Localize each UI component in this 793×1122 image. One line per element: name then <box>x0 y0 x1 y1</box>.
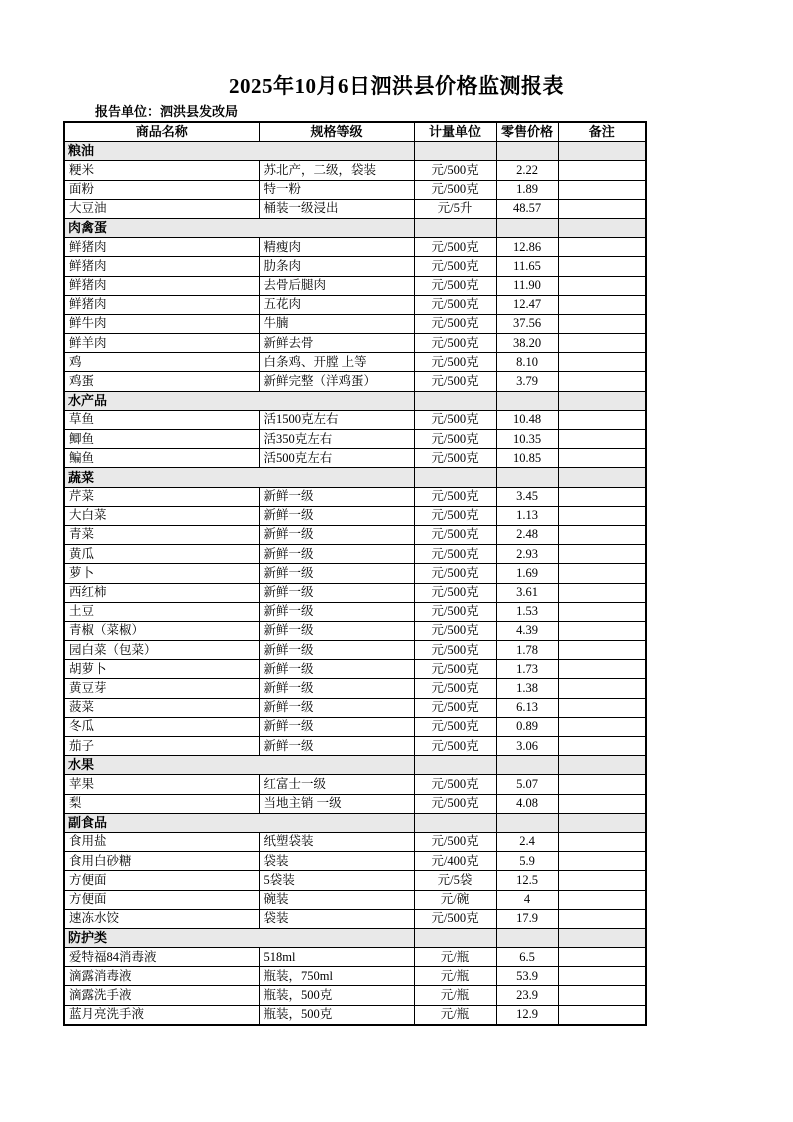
product-name-cell: 鲜牛肉 <box>64 314 259 333</box>
remarks-cell <box>558 372 646 391</box>
table-row <box>64 948 646 967</box>
spec-grade-cell: 活500克左右 <box>259 449 414 468</box>
table-row <box>64 890 646 909</box>
product-name-cell: 鲜猪肉 <box>64 238 259 257</box>
section-empty-cell <box>558 756 646 775</box>
unit-cell: 元/500克 <box>414 161 496 180</box>
unit-cell: 元/碗 <box>414 890 496 909</box>
remarks-cell <box>558 449 646 468</box>
remarks-cell <box>558 506 646 525</box>
section-empty-cell <box>496 142 558 161</box>
remarks-cell <box>558 334 646 353</box>
spec-grade-cell: 纸塑袋装 <box>259 832 414 851</box>
retail-price-cell: 17.9 <box>496 909 558 928</box>
table-row <box>64 737 646 756</box>
table-row <box>64 449 646 468</box>
remarks-cell <box>558 871 646 890</box>
table-row <box>64 199 646 218</box>
product-name-cell: 食用盐 <box>64 832 259 851</box>
spec-grade-cell: 新鲜一级 <box>259 621 414 640</box>
spec-grade-cell: 新鲜一级 <box>259 660 414 679</box>
section-empty-cell <box>496 468 558 487</box>
section-row <box>64 813 646 832</box>
section-empty-cell <box>414 756 496 775</box>
product-name-cell: 鸡 <box>64 353 259 372</box>
table-row <box>64 583 646 602</box>
page-title: 2025年10月6日泗洪县价格监测报表 <box>229 74 564 98</box>
section-empty-cell <box>496 391 558 410</box>
retail-price-cell: 1.89 <box>496 180 558 199</box>
remarks-cell <box>558 257 646 276</box>
section-empty-cell <box>558 391 646 410</box>
section-label: 水果 <box>64 756 414 775</box>
section-row <box>64 756 646 775</box>
column-header-retail-price: 零售价格 <box>496 122 558 142</box>
table-row <box>64 775 646 794</box>
table-row <box>64 180 646 199</box>
product-name-cell: 草鱼 <box>64 410 259 429</box>
spec-grade-cell: 白条鸡、开膛 上等 <box>259 353 414 372</box>
remarks-cell <box>558 564 646 583</box>
column-header-product-name: 商品名称 <box>64 122 259 142</box>
retail-price-cell: 12.47 <box>496 295 558 314</box>
spec-grade-cell: 瓶装，750ml <box>259 967 414 986</box>
section-empty-cell <box>496 218 558 237</box>
product-name-cell: 鲫鱼 <box>64 430 259 449</box>
price-monitoring-table <box>63 121 647 1026</box>
unit-cell: 元/瓶 <box>414 948 496 967</box>
unit-cell: 元/500克 <box>414 698 496 717</box>
table-row <box>64 621 646 640</box>
product-name-cell: 速冻水饺 <box>64 909 259 928</box>
spec-grade-cell: 苏北产，二级，袋装 <box>259 161 414 180</box>
remarks-cell <box>558 161 646 180</box>
remarks-cell <box>558 909 646 928</box>
table-row <box>64 276 646 295</box>
table-row <box>64 353 646 372</box>
remarks-cell <box>558 641 646 660</box>
section-row <box>64 928 646 947</box>
product-name-cell: 鸡蛋 <box>64 372 259 391</box>
spec-grade-cell: 五花肉 <box>259 295 414 314</box>
product-name-cell: 鲜猪肉 <box>64 295 259 314</box>
retail-price-cell: 12.9 <box>496 1005 558 1025</box>
section-empty-cell <box>414 468 496 487</box>
unit-cell: 元/500克 <box>414 506 496 525</box>
product-name-cell: 鲜猪肉 <box>64 276 259 295</box>
retail-price-cell: 2.4 <box>496 832 558 851</box>
unit-cell: 元/500克 <box>414 410 496 429</box>
retail-price-cell: 4 <box>496 890 558 909</box>
spec-grade-cell: 新鲜完整（洋鸡蛋） <box>259 372 414 391</box>
remarks-cell <box>558 180 646 199</box>
retail-price-cell: 48.57 <box>496 199 558 218</box>
section-row <box>64 468 646 487</box>
spec-grade-cell: 新鲜一级 <box>259 698 414 717</box>
remarks-cell <box>558 737 646 756</box>
product-name-cell: 鲜羊肉 <box>64 334 259 353</box>
retail-price-cell: 53.9 <box>496 967 558 986</box>
product-name-cell: 梨 <box>64 794 259 813</box>
unit-cell: 元/500克 <box>414 909 496 928</box>
remarks-cell <box>558 525 646 544</box>
unit-cell: 元/瓶 <box>414 986 496 1005</box>
unit-cell: 元/瓶 <box>414 1005 496 1025</box>
retail-price-cell: 2.48 <box>496 525 558 544</box>
remarks-cell <box>558 238 646 257</box>
unit-cell: 元/500克 <box>414 295 496 314</box>
unit-cell: 元/500克 <box>414 564 496 583</box>
unit-cell: 元/500克 <box>414 583 496 602</box>
section-empty-cell <box>414 218 496 237</box>
section-label: 防护类 <box>64 928 414 947</box>
unit-cell: 元/5升 <box>414 199 496 218</box>
product-name-cell: 面粉 <box>64 180 259 199</box>
table-row <box>64 295 646 314</box>
remarks-cell <box>558 986 646 1005</box>
column-header-spec-grade: 规格等级 <box>259 122 414 142</box>
section-empty-cell <box>414 142 496 161</box>
table-row <box>64 161 646 180</box>
product-name-cell: 爱特福84消毒液 <box>64 948 259 967</box>
table-row <box>64 660 646 679</box>
spec-grade-cell: 活1500克左右 <box>259 410 414 429</box>
product-name-cell: 食用白砂糖 <box>64 852 259 871</box>
retail-price-cell: 12.86 <box>496 238 558 257</box>
spec-grade-cell: 新鲜一级 <box>259 506 414 525</box>
retail-price-cell: 10.48 <box>496 410 558 429</box>
table-row <box>64 641 646 660</box>
spec-grade-cell: 精瘦肉 <box>259 238 414 257</box>
retail-price-cell: 1.69 <box>496 564 558 583</box>
table-row <box>64 525 646 544</box>
retail-price-cell: 5.9 <box>496 852 558 871</box>
unit-cell: 元/500克 <box>414 372 496 391</box>
retail-price-cell: 37.56 <box>496 314 558 333</box>
product-name-cell: 青椒（菜椒） <box>64 621 259 640</box>
table-header-row <box>64 122 646 142</box>
retail-price-cell: 8.10 <box>496 353 558 372</box>
remarks-cell <box>558 660 646 679</box>
remarks-cell <box>558 948 646 967</box>
retail-price-cell: 1.73 <box>496 660 558 679</box>
unit-cell: 元/500克 <box>414 487 496 506</box>
spec-grade-cell: 牛腩 <box>259 314 414 333</box>
unit-cell: 元/500克 <box>414 525 496 544</box>
table-row <box>64 564 646 583</box>
unit-cell: 元/500克 <box>414 276 496 295</box>
table-row <box>64 602 646 621</box>
unit-cell: 元/500克 <box>414 334 496 353</box>
unit-cell: 元/500克 <box>414 717 496 736</box>
retail-price-cell: 1.53 <box>496 602 558 621</box>
table-row <box>64 967 646 986</box>
spec-grade-cell: 新鲜一级 <box>259 602 414 621</box>
product-name-cell: 方便面 <box>64 871 259 890</box>
remarks-cell <box>558 314 646 333</box>
remarks-cell <box>558 717 646 736</box>
remarks-cell <box>558 199 646 218</box>
unit-cell: 元/500克 <box>414 602 496 621</box>
retail-price-cell: 1.78 <box>496 641 558 660</box>
product-name-cell: 土豆 <box>64 602 259 621</box>
spec-grade-cell: 去骨后腿肉 <box>259 276 414 295</box>
retail-price-cell: 2.93 <box>496 545 558 564</box>
table-row <box>64 410 646 429</box>
spec-grade-cell: 特一粉 <box>259 180 414 199</box>
report-unit-label: 报告单位：泗洪县发改局 <box>95 104 239 119</box>
product-name-cell: 粳米 <box>64 161 259 180</box>
table-row <box>64 909 646 928</box>
section-empty-cell <box>558 142 646 161</box>
remarks-cell <box>558 295 646 314</box>
remarks-cell <box>558 545 646 564</box>
table-row <box>64 238 646 257</box>
unit-cell: 元/500克 <box>414 641 496 660</box>
product-name-cell: 滴露洗手液 <box>64 986 259 1005</box>
spec-grade-cell: 5袋装 <box>259 871 414 890</box>
spec-grade-cell: 桶装一级浸出 <box>259 199 414 218</box>
column-header-unit: 计量单位 <box>414 122 496 142</box>
retail-price-cell: 23.9 <box>496 986 558 1005</box>
column-header-remarks: 备注 <box>558 122 646 142</box>
remarks-cell <box>558 890 646 909</box>
remarks-cell <box>558 679 646 698</box>
product-name-cell: 青菜 <box>64 525 259 544</box>
spec-grade-cell: 肋条肉 <box>259 257 414 276</box>
spec-grade-cell: 袋装 <box>259 909 414 928</box>
table-row <box>64 679 646 698</box>
retail-price-cell: 4.08 <box>496 794 558 813</box>
retail-price-cell: 6.13 <box>496 698 558 717</box>
retail-price-cell: 6.5 <box>496 948 558 967</box>
table-row <box>64 314 646 333</box>
section-label: 肉禽蛋 <box>64 218 414 237</box>
product-name-cell: 园白菜（包菜） <box>64 641 259 660</box>
remarks-cell <box>558 794 646 813</box>
retail-price-cell: 1.13 <box>496 506 558 525</box>
product-name-cell: 西红柿 <box>64 583 259 602</box>
product-name-cell: 大白菜 <box>64 506 259 525</box>
remarks-cell <box>558 698 646 717</box>
table-row <box>64 698 646 717</box>
unit-cell: 元/500克 <box>414 430 496 449</box>
unit-cell: 元/500克 <box>414 257 496 276</box>
retail-price-cell: 2.22 <box>496 161 558 180</box>
unit-cell: 元/500克 <box>414 621 496 640</box>
retail-price-cell: 3.61 <box>496 583 558 602</box>
spec-grade-cell: 当地主销 一级 <box>259 794 414 813</box>
spec-grade-cell: 新鲜一级 <box>259 564 414 583</box>
table-row <box>64 794 646 813</box>
retail-price-cell: 3.06 <box>496 737 558 756</box>
spec-grade-cell: 活350克左右 <box>259 430 414 449</box>
section-row <box>64 391 646 410</box>
product-name-cell: 芹菜 <box>64 487 259 506</box>
retail-price-cell: 11.65 <box>496 257 558 276</box>
spec-grade-cell: 瓶装，500克 <box>259 1005 414 1025</box>
retail-price-cell: 3.45 <box>496 487 558 506</box>
section-empty-cell <box>558 928 646 947</box>
unit-cell: 元/500克 <box>414 545 496 564</box>
remarks-cell <box>558 487 646 506</box>
unit-cell: 元/500克 <box>414 180 496 199</box>
table-row <box>64 430 646 449</box>
product-name-cell: 鲜猪肉 <box>64 257 259 276</box>
section-empty-cell <box>496 813 558 832</box>
unit-cell: 元/瓶 <box>414 967 496 986</box>
remarks-cell <box>558 852 646 871</box>
spec-grade-cell: 新鲜一级 <box>259 737 414 756</box>
product-name-cell: 黄瓜 <box>64 545 259 564</box>
product-name-cell: 萝卜 <box>64 564 259 583</box>
table-row <box>64 871 646 890</box>
section-empty-cell <box>414 928 496 947</box>
table-row <box>64 986 646 1005</box>
unit-cell: 元/500克 <box>414 794 496 813</box>
remarks-cell <box>558 1005 646 1025</box>
product-name-cell: 苹果 <box>64 775 259 794</box>
unit-cell: 元/500克 <box>414 314 496 333</box>
section-empty-cell <box>558 218 646 237</box>
remarks-cell <box>558 430 646 449</box>
section-label: 副食品 <box>64 813 414 832</box>
unit-cell: 元/400克 <box>414 852 496 871</box>
spec-grade-cell: 新鲜一级 <box>259 487 414 506</box>
section-empty-cell <box>558 813 646 832</box>
table-row <box>64 372 646 391</box>
product-name-cell: 胡萝卜 <box>64 660 259 679</box>
unit-cell: 元/500克 <box>414 737 496 756</box>
section-empty-cell <box>496 928 558 947</box>
table-row <box>64 487 646 506</box>
product-name-cell: 大豆油 <box>64 199 259 218</box>
retail-price-cell: 4.39 <box>496 621 558 640</box>
product-name-cell: 方便面 <box>64 890 259 909</box>
product-name-cell: 菠菜 <box>64 698 259 717</box>
unit-cell: 元/500克 <box>414 353 496 372</box>
unit-cell: 元/500克 <box>414 449 496 468</box>
remarks-cell <box>558 832 646 851</box>
spec-grade-cell: 新鲜一级 <box>259 545 414 564</box>
table-row <box>64 334 646 353</box>
section-empty-cell <box>414 813 496 832</box>
unit-cell: 元/500克 <box>414 679 496 698</box>
section-row <box>64 142 646 161</box>
unit-cell: 元/5袋 <box>414 871 496 890</box>
retail-price-cell: 1.38 <box>496 679 558 698</box>
retail-price-cell: 3.79 <box>496 372 558 391</box>
price-table-body <box>64 142 646 1025</box>
table-row <box>64 852 646 871</box>
table-row <box>64 545 646 564</box>
table-row <box>64 832 646 851</box>
remarks-cell <box>558 583 646 602</box>
retail-price-cell: 10.85 <box>496 449 558 468</box>
retail-price-cell: 12.5 <box>496 871 558 890</box>
unit-cell: 元/500克 <box>414 238 496 257</box>
product-name-cell: 滴露消毒液 <box>64 967 259 986</box>
section-label: 粮油 <box>64 142 414 161</box>
spec-grade-cell: 新鲜一级 <box>259 525 414 544</box>
product-name-cell: 茄子 <box>64 737 259 756</box>
section-empty-cell <box>558 468 646 487</box>
product-name-cell: 鳊鱼 <box>64 449 259 468</box>
spec-grade-cell: 瓶装，500克 <box>259 986 414 1005</box>
retail-price-cell: 38.20 <box>496 334 558 353</box>
table-row <box>64 257 646 276</box>
remarks-cell <box>558 276 646 295</box>
section-label: 蔬菜 <box>64 468 414 487</box>
unit-cell: 元/500克 <box>414 660 496 679</box>
product-name-cell: 黄豆芽 <box>64 679 259 698</box>
table-row <box>64 717 646 736</box>
retail-price-cell: 10.35 <box>496 430 558 449</box>
retail-price-cell: 11.90 <box>496 276 558 295</box>
spec-grade-cell: 518ml <box>259 948 414 967</box>
spec-grade-cell: 碗装 <box>259 890 414 909</box>
spec-grade-cell: 红富士一级 <box>259 775 414 794</box>
table-row <box>64 1005 646 1025</box>
spec-grade-cell: 新鲜一级 <box>259 583 414 602</box>
remarks-cell <box>558 621 646 640</box>
spec-grade-cell: 新鲜一级 <box>259 641 414 660</box>
unit-cell: 元/500克 <box>414 832 496 851</box>
spec-grade-cell: 新鲜一级 <box>259 717 414 736</box>
retail-price-cell: 5.07 <box>496 775 558 794</box>
retail-price-cell: 0.89 <box>496 717 558 736</box>
spec-grade-cell: 新鲜去骨 <box>259 334 414 353</box>
remarks-cell <box>558 967 646 986</box>
remarks-cell <box>558 775 646 794</box>
section-empty-cell <box>496 756 558 775</box>
section-row <box>64 218 646 237</box>
remarks-cell <box>558 602 646 621</box>
spec-grade-cell: 袋装 <box>259 852 414 871</box>
section-label: 水产品 <box>64 391 414 410</box>
remarks-cell <box>558 410 646 429</box>
product-name-cell: 蓝月亮洗手液 <box>64 1005 259 1025</box>
remarks-cell <box>558 353 646 372</box>
section-empty-cell <box>414 391 496 410</box>
product-name-cell: 冬瓜 <box>64 717 259 736</box>
table-row <box>64 506 646 525</box>
unit-cell: 元/500克 <box>414 775 496 794</box>
spec-grade-cell: 新鲜一级 <box>259 679 414 698</box>
